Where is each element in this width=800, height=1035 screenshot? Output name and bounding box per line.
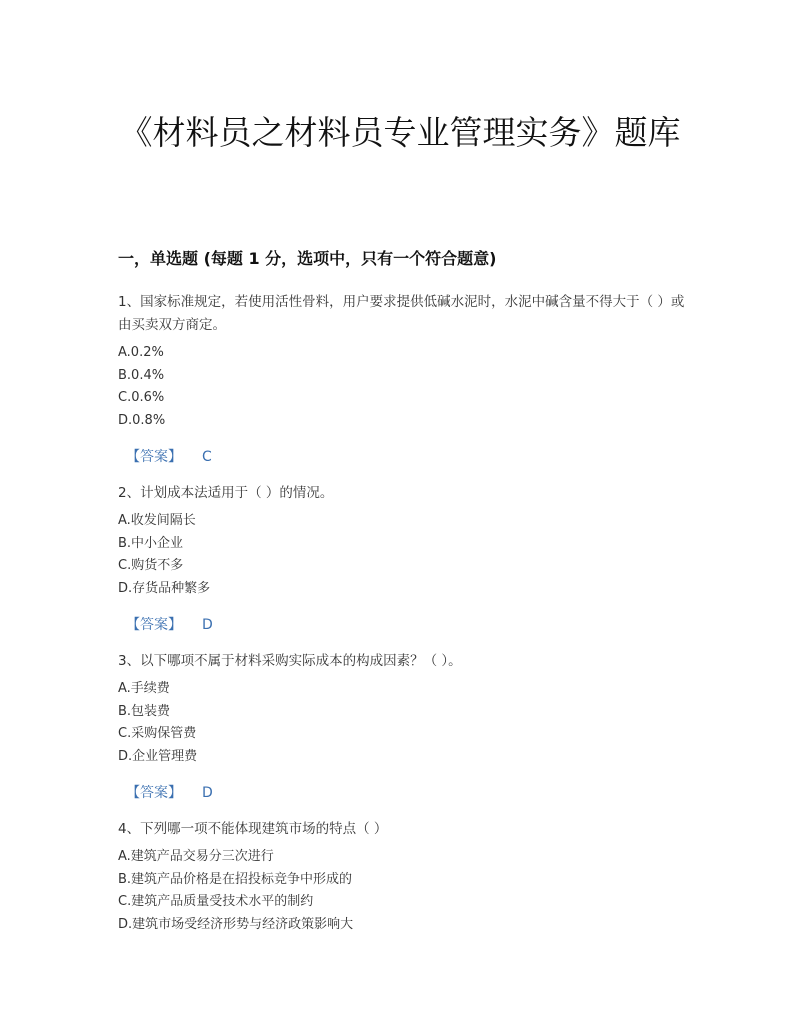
question-list: [118, 291, 688, 936]
option-b: B.中小企业: [118, 535, 184, 551]
option-d: D.建筑市场受经济形势与经济政策影响大: [118, 916, 354, 932]
page-title: 《材料员之材料员专业管理实务》题库: [119, 113, 681, 152]
option-a: A.建筑产品交易分三次进行: [118, 849, 274, 864]
answer-line: [126, 614, 688, 636]
question-stem: 1、国家标准规定，若使用活性骨料，用户要求提供低碱水泥时，水泥中碱含量不得大于（ ）或由买卖双方商定。: [118, 294, 685, 333]
question-stem: 4、下列哪一项不能体现建筑市场的特点（ ）: [118, 821, 388, 837]
option-d: D.存货品种繁多: [118, 580, 211, 596]
option-c: C.0.6%: [118, 390, 165, 405]
option-c: C.建筑产品质量受技术水平的制约: [118, 894, 314, 909]
answer-value: C: [202, 449, 212, 465]
option-c: C.采购保管费: [118, 726, 197, 741]
option-b: B.包装费: [118, 703, 171, 719]
option-c: C.购货不多: [118, 558, 184, 573]
option-a: A.0.2%: [118, 345, 164, 360]
question-3: [118, 650, 688, 804]
answer-label: 【答案】: [126, 785, 182, 801]
answer-line: [126, 446, 688, 468]
option-a: A.收发间隔长: [118, 513, 196, 528]
answer-label: 【答案】: [126, 449, 182, 465]
option-d: D.企业管理费: [118, 748, 198, 764]
question-4: [118, 818, 688, 936]
answer-line: [126, 782, 688, 804]
question-2: [118, 482, 688, 636]
answer-value: D: [202, 617, 213, 633]
answer-value: D: [202, 785, 213, 801]
option-b: B.建筑产品价格是在招投标竞争中形成的: [118, 871, 353, 887]
question-stem: 2、计划成本法适用于（ ）的情况。: [118, 485, 334, 501]
question-1: [118, 291, 688, 468]
option-a: A.手续费: [118, 681, 170, 696]
question-stem: 3、以下哪项不属于材料采购实际成本的构成因素？（ ）。: [118, 653, 462, 669]
option-d: D.0.8%: [118, 412, 166, 428]
option-b: B.0.4%: [118, 367, 165, 383]
section-heading: 一，单选题 (每题 1 分，选项中，只有一个符合题意): [118, 249, 497, 268]
answer-label: 【答案】: [126, 617, 182, 633]
